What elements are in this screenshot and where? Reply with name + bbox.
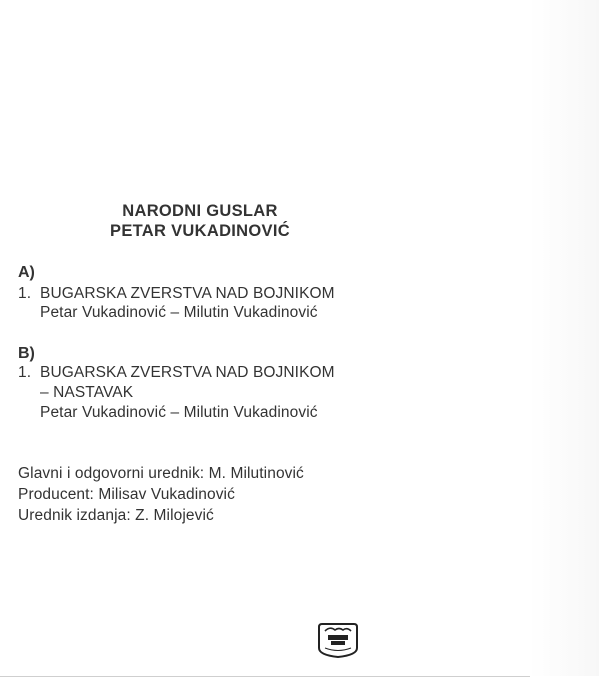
side-b-track-title: BUGARSKA ZVERSTVA NAD BOJNIKOM [40,364,335,381]
side-a-track-number: 1. [18,285,32,302]
side-a-track-credits: Petar Vukadinović – Milutin Vukadinović [40,304,318,321]
record-label-logo-icon [316,619,360,659]
editor-credit: Glavni i odgovorni urednik: M. Milutinović [18,465,304,482]
page-shadow [529,0,599,676]
side-b-label: B) [18,345,35,362]
side-a-label: A) [18,264,35,281]
side-b-track-subtitle: – NASTAVAK [40,384,134,401]
side-b-track-number: 1. [18,364,32,381]
publisher-editor-credit: Urednik izdanja: Z. Milojević [18,507,214,524]
side-a-track-title: BUGARSKA ZVERSTVA NAD BOJNIKOM [40,285,335,302]
header-line-2: PETAR VUKADINOVIĆ [110,222,290,240]
header-line-1: NARODNI GUSLAR [122,202,278,220]
side-b-track-credits: Petar Vukadinović – Milutin Vukadinović [40,404,318,421]
producer-credit: Producent: Milisav Vukadinović [18,486,235,503]
